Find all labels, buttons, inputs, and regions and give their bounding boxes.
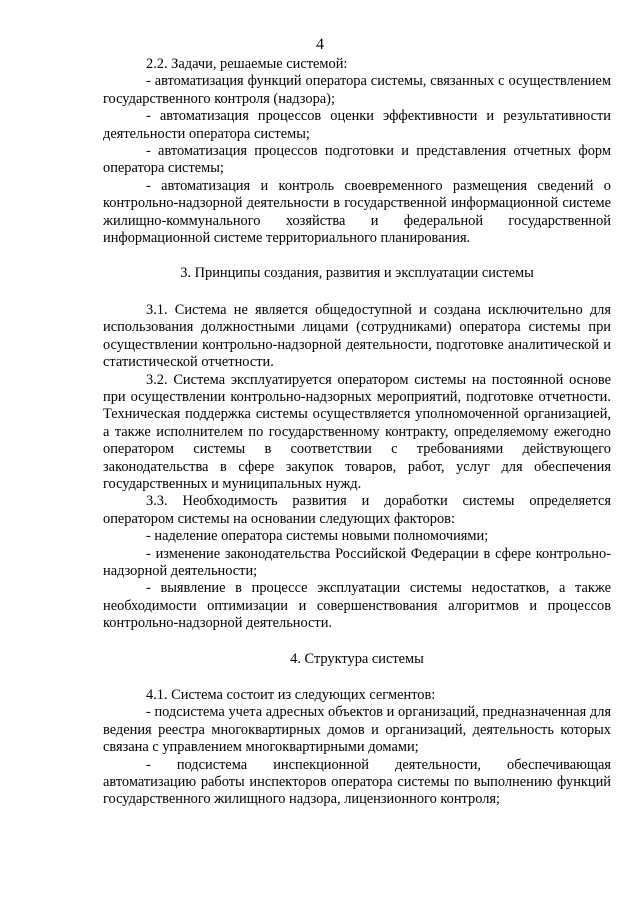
- factor-item: - изменение законодательства Российской Федерации в сфере контрольно-надзорной деятельности;: [103, 545, 611, 579]
- section-4-body: [103, 687, 611, 809]
- page-number: 4: [316, 36, 324, 53]
- factor-item: - наделение оператора системы новыми полномочиями;: [146, 528, 489, 545]
- section-4-heading: 4. Структура системы: [290, 650, 424, 667]
- task-item: - автоматизация процессов оценки эффективности и результативности деятельности оператора системы;: [103, 108, 611, 142]
- section-3-body: [103, 302, 611, 633]
- section-2-2: [103, 56, 611, 247]
- factor-item: - выявление в процессе эксплуатации системы недостатков, а также необходимости оптимизации и совершенствования алгоритмов и процессов контрольно-надзорной деятельности.: [103, 580, 611, 632]
- paragraph-3-2: 3.2. Система эксплуатируется оператором системы на постоянной основе при осуществлении контрольно-надзорных мероприятий, подготовке отчетности. Техническая поддержка системы осуществляется уполномоченной организацией, а также исполнителем по государственному контракту, определяемому ежегодно оператором системы в соответствии с требованиями действующего законодательства в сфере закупок товаров, работ, услуг для обеспечения государственных и муниципальных нужд.: [103, 371, 611, 492]
- task-item: - автоматизация процессов подготовки и представления отчетных форм оператора системы;: [103, 143, 611, 177]
- task-item: - автоматизация и контроль своевременного размещения сведений о контрольно-надзорной деятельности в государственной информационной системе жилищно-коммунального хозяйства и федеральной государственной информационной системе территориального планирования.: [103, 177, 611, 247]
- paragraph-3-1: 3.1. Система не является общедоступной и создана исключительно для использования должностными лицами (сотрудниками) оператора системы при осуществлении контрольно-надзорной деятельности, подготовке аналитической и статистической отчетности.: [103, 301, 611, 371]
- document-body: [103, 56, 611, 809]
- paragraph-4-1: 4.1. Система состоит из следующих сегментов:: [146, 687, 436, 703]
- segment-item: - подсистема инспекционной деятельности, обеспечивающая автоматизацию работы инспекторов оператора системы по выполнению функций государственного жилищного надзора, лицензионного контроля;: [103, 756, 611, 808]
- segment-item: - подсистема учета адресных объектов и организаций, предназначенная для ведения реестра многоквартирных домов и организаций, деятельность которых связана с управлением многоквартирными домами;: [103, 704, 611, 756]
- section-3-heading: 3. Принципы создания, развития и эксплуатации системы: [180, 265, 534, 282]
- paragraph-3-3: 3.3. Необходимость развития и доработки системы определяется оператором системы на основании следующих факторов:: [103, 493, 611, 527]
- task-item: - автоматизация функций оператора системы, связанных с осуществлением государственного контроля (надзора);: [103, 73, 611, 107]
- section-2-2-title: 2.2. Задачи, решаемые системой:: [146, 56, 348, 72]
